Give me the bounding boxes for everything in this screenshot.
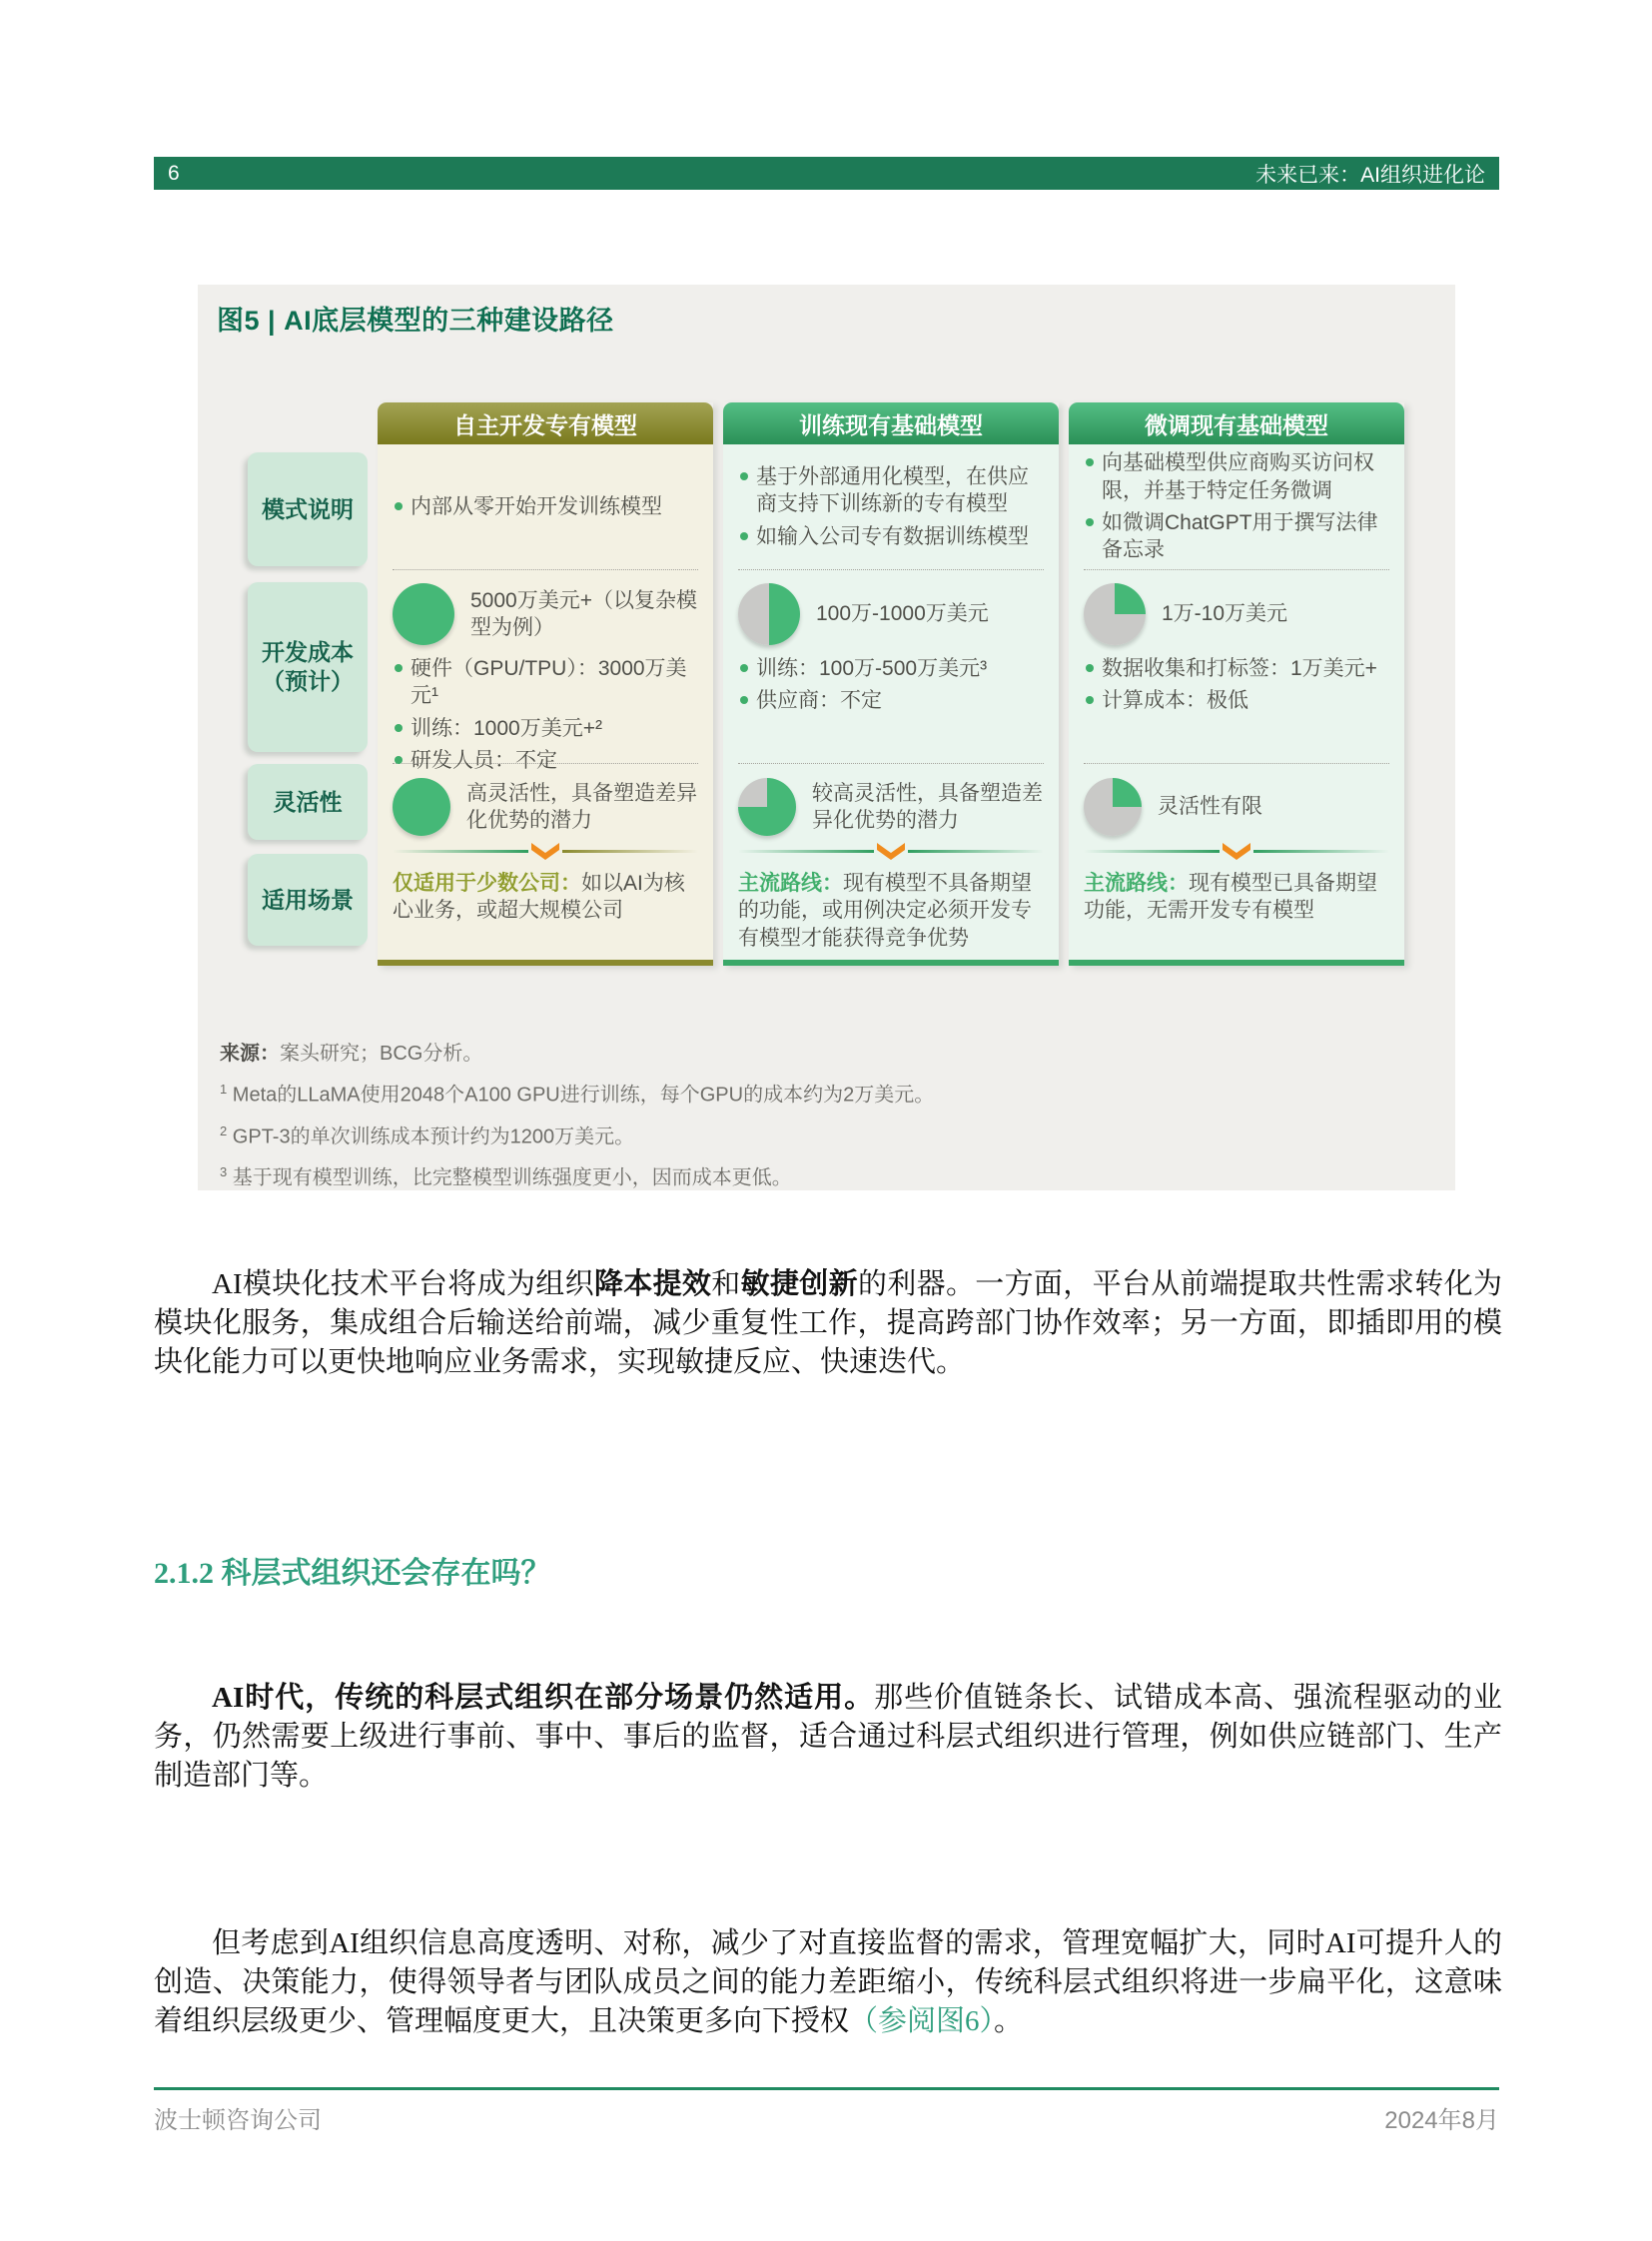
column-header: 训练现有基础模型 [723, 402, 1059, 444]
header-title: 未来已来：AI组织进化论 [1255, 163, 1485, 187]
figure-5 [198, 285, 1455, 1190]
row-label-column [248, 402, 368, 966]
footer-rule [154, 2087, 1499, 2090]
scenario-lead: 仅适用于少数公司： [393, 872, 581, 895]
column-header: 微调现有基础模型 [1069, 402, 1404, 444]
mode-section [393, 444, 698, 570]
row-label-text: 模式说明 [262, 495, 354, 522]
column-body [723, 444, 1059, 966]
cost-headline: 5000万美元+（以复杂模型为例） [470, 588, 697, 639]
column-header: 自主开发专有模型 [378, 402, 713, 444]
scenario-section [738, 862, 1044, 960]
bold-term: 降本提效 [593, 1268, 712, 1300]
chevron-down-icon [876, 842, 906, 860]
footnote-marker: 2 [220, 1122, 228, 1138]
row-label-scenario [248, 854, 368, 946]
column-train-existing [723, 402, 1059, 966]
bullet-item: 数据收集和打标签：1万美元+ [1084, 655, 1389, 682]
bullet-item: 研发人员：不定 [393, 747, 698, 774]
cost-section [1084, 570, 1389, 764]
figure-notes [220, 1036, 1415, 1196]
figure-title: 图5 | AI底层模型的三种建设路径 [217, 306, 614, 336]
scenario-section [393, 862, 698, 960]
page-footer [154, 2100, 1499, 2135]
scenario-lead: 主流路线： [1084, 872, 1189, 895]
page-number: 6 [168, 161, 180, 185]
label-spacer [248, 402, 368, 444]
footnote-text: GPT-3的单次训练成本预计约为1200万美元。 [232, 1125, 635, 1148]
chevron-down-icon [1222, 842, 1251, 860]
scenario-section [1084, 862, 1389, 960]
paragraph-text: 那些价值链条长、试错成本高、强流程驱动的业务，仍然需要上级进行事前、事中、事后的监督，适合通过科层式组织进行管理，例如供应链部门、生产制造部门等。 [154, 1682, 1502, 1792]
divider-line [562, 850, 698, 853]
column-self-develop [378, 402, 713, 966]
footnote-text: 基于现有模型训练，比完整模型训练强度更小，因而成本更低。 [232, 1166, 792, 1189]
footnote-marker: 1 [220, 1082, 228, 1097]
divider-line [738, 850, 874, 853]
flexibility-section [393, 764, 698, 840]
flexibility-pie-icon [738, 778, 796, 836]
source-label: 来源： [220, 1043, 280, 1065]
divider-line [908, 850, 1044, 853]
cost-pie-icon [738, 583, 800, 645]
scenario-text: 现有模型已具备期望功能，无需开发专有模型 [1084, 872, 1377, 923]
mode-section [1084, 444, 1389, 570]
divider-line [393, 850, 528, 853]
bold-lead-sentence: AI时代，传统的科层式组织在部分场景仍然适用。 [212, 1682, 875, 1714]
scenario-text: 现有模型不具备期望的功能，或用例决定必须开发专有模型才能获得竞争优势 [738, 872, 1032, 950]
footnote-marker: 3 [220, 1164, 228, 1180]
figure-table [248, 402, 1404, 966]
figure-6-reference-link[interactable]: （参阅图6） [849, 2005, 995, 2037]
bullet-item: 训练：1000万美元+² [393, 715, 698, 742]
source-line [220, 1036, 1415, 1072]
body-paragraph-3 [154, 1924, 1502, 2041]
chevron-down-icon [530, 842, 560, 860]
column-finetune-existing [1069, 402, 1404, 966]
cost-section [738, 570, 1044, 764]
cost-headline: 100万-1000万美元 [816, 602, 989, 626]
flexibility-text: 灵活性有限 [1158, 795, 1262, 819]
footnote [220, 1114, 1415, 1155]
bullet-item: 基于外部通用化模型，在供应商支持下训练新的专有模型 [738, 463, 1044, 518]
cost-headline: 1万-10万美元 [1162, 602, 1288, 626]
paragraph-text: 和 [711, 1268, 741, 1300]
scenario-lead: 主流路线： [738, 872, 843, 895]
paragraph-text: 但考虑到AI组织信息高度透明、对称，减少了对直接监督的需求，管理宽幅扩大，同时AI可提升人的创造、决策能力，使得领导者与团队成员之间的能力差距缩小，传统科层式组织将进一步扁平化，这意味着组织层级更少、管理幅度更大，且决策更多向下授权 [154, 1927, 1502, 2037]
flexibility-section [1084, 764, 1389, 840]
column-body [378, 444, 713, 966]
page-header-bar [154, 157, 1499, 190]
bullet-item: 向基础模型供应商购买访问权限，并基于特定任务微调 [1084, 449, 1389, 504]
bullet-item: 计算成本：极低 [1084, 687, 1389, 714]
section-divider [738, 840, 1044, 862]
flexibility-text: 高灵活性，具备塑造差异化优势的潜力 [466, 781, 697, 832]
flexibility-pie-icon [393, 778, 450, 836]
row-label-text: 适用场景 [262, 886, 354, 913]
cost-pie-icon [1084, 583, 1146, 645]
bullet-item: 供应商：不定 [738, 687, 1044, 714]
cost-pie-icon [393, 583, 454, 645]
section-divider [393, 840, 698, 862]
source-text: 案头研究；BCG分析。 [280, 1043, 483, 1065]
flexibility-section [738, 764, 1044, 840]
paragraph-text: AI模块化技术平台将成为组织 [212, 1268, 594, 1300]
cost-section [393, 570, 698, 772]
footnote-text: Meta的LLaMA使用2048个A100 GPU进行训练，每个GPU的成本约为2万美元。 [232, 1084, 935, 1107]
footer-date: 2024年8月 [1384, 2107, 1499, 2134]
body-paragraph-1 [154, 1265, 1502, 1382]
footnote [220, 1072, 1415, 1114]
row-label-text: 开发成本 [262, 639, 354, 666]
section-heading-2-1-2: 2.1.2 科层式组织还会存在吗？ [154, 1557, 551, 1590]
row-label-text: 灵活性 [273, 788, 343, 815]
bullet-item: 训练：100万-500万美元³ [738, 655, 1044, 682]
bold-term: 敏捷创新 [740, 1268, 858, 1300]
row-label-text: （预计） [262, 668, 354, 694]
bullet-item: 硬件（GPU/TPU）：3000万美元¹ [393, 655, 698, 710]
column-body [1069, 444, 1404, 966]
body-paragraph-2 [154, 1679, 1502, 1796]
bullet-item: 如输入公司专有数据训练模型 [738, 523, 1044, 550]
section-divider [1084, 840, 1389, 862]
footnote [220, 1154, 1415, 1196]
mode-section [738, 444, 1044, 570]
row-label-cost [248, 582, 368, 752]
row-label-mode [248, 452, 368, 566]
paragraph-text: 。 [994, 2005, 1024, 2037]
row-label-flexibility [248, 764, 368, 840]
divider-line [1084, 850, 1220, 853]
bullet-item: 如微调ChatGPT用于撰写法律备忘录 [1084, 509, 1389, 564]
scenario-text: 如以AI为核心业务，或超大规模公司 [393, 872, 685, 923]
flexibility-text: 较高灵活性，具备塑造差异化优势的潜力 [812, 781, 1043, 832]
bullet-item: 内部从零开始开发训练模型 [393, 493, 698, 520]
footer-company: 波士顿咨询公司 [154, 2107, 322, 2134]
flexibility-pie-icon [1084, 778, 1142, 836]
paragraph-text: 的利器。一方面，平台从前端提取共性需求转化为模块化服务，集成组合后输送给前端，减少重复性工作，提高跨部门协作效率；另一方面，即插即用的模块化能力可以更快地响应业务需求，实现敏捷反应、快速迭代。 [154, 1268, 1502, 1378]
divider-line [1253, 850, 1389, 853]
